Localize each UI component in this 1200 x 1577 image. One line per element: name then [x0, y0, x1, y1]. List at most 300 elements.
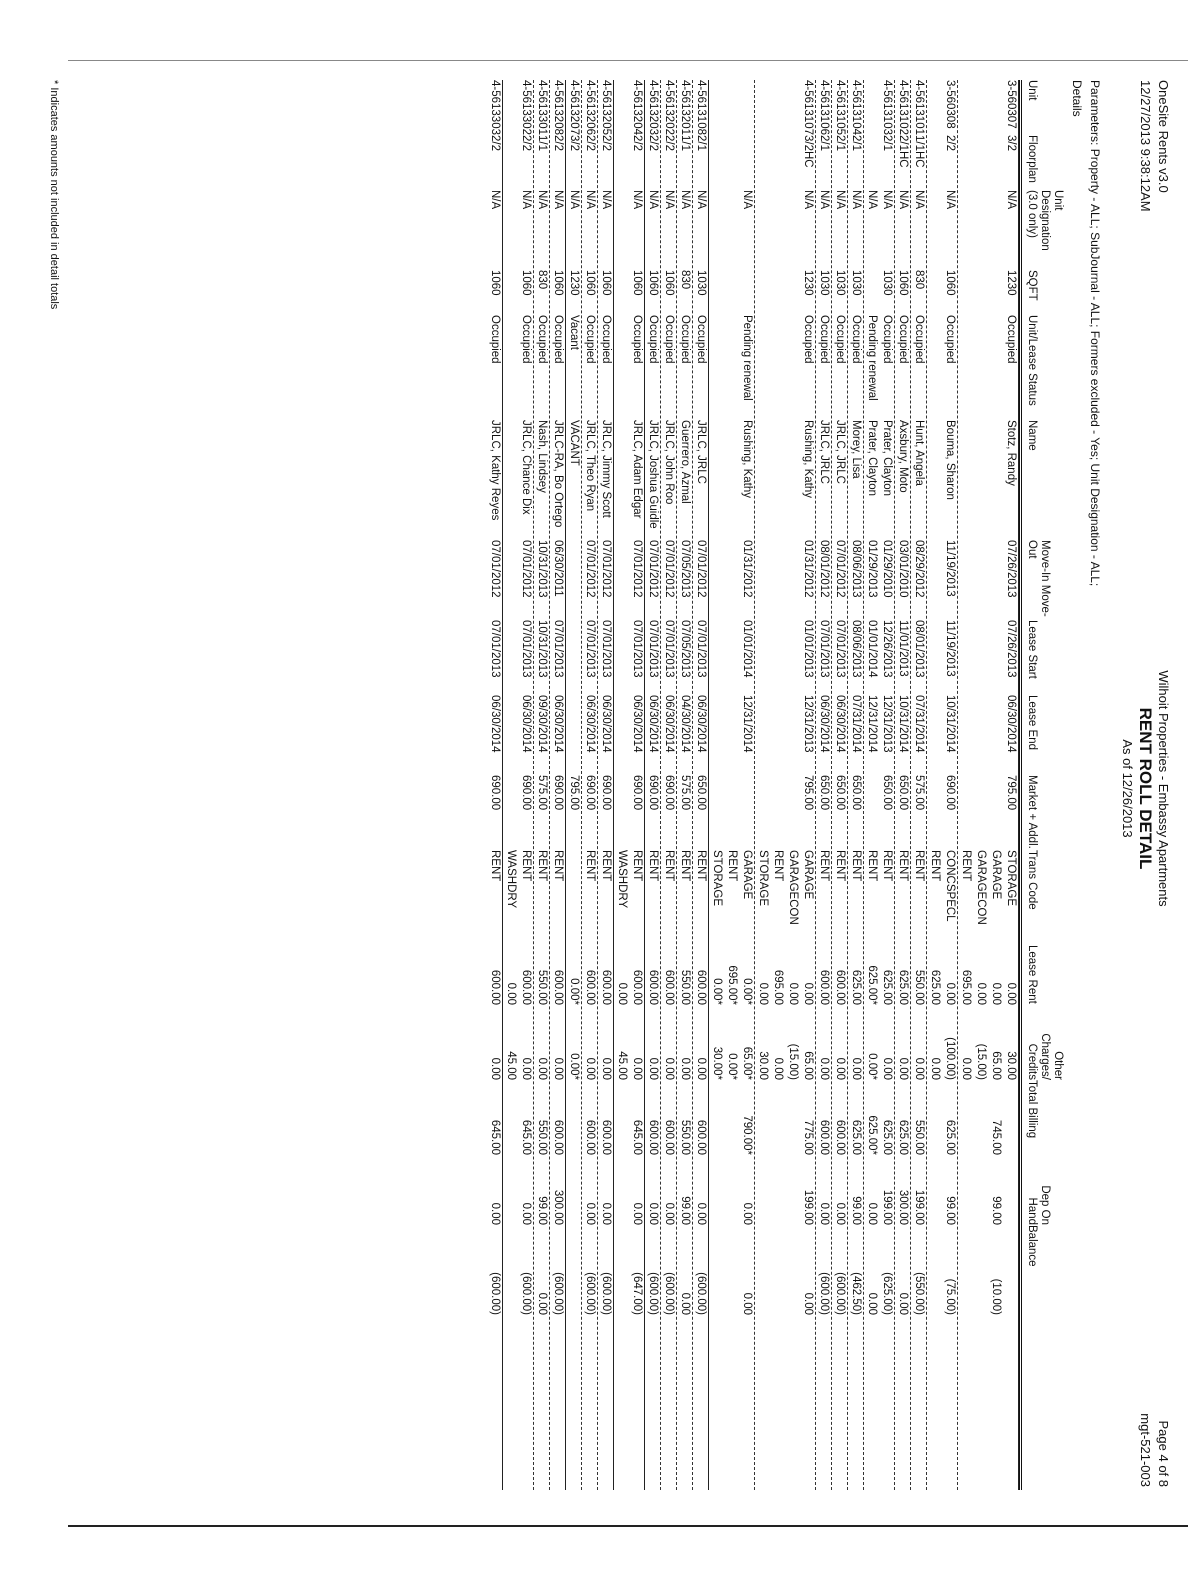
cell-lend [927, 695, 942, 775]
cell-bal: (462.50) [850, 1272, 862, 1315]
cell-rent: 625.00 [881, 969, 893, 1005]
cell-sqft: 1230 [802, 270, 814, 296]
cell-unit [927, 80, 942, 135]
cell-bal [566, 1225, 581, 1325]
table-row [661, 80, 677, 1490]
cell-bal: (600.00) [834, 1272, 846, 1315]
cell-sqft: 830 [536, 270, 548, 290]
cell-movein: 07/01/2012 [600, 540, 612, 598]
cell-desig [755, 190, 770, 270]
parameters-line: Parameters: Property - ALL; SubJournal - ALL; Formers excluded - Yes; Unit Designation - ALL; [1088, 80, 1102, 587]
cell-movein: 01/31/2012 [802, 540, 814, 598]
cell-total [770, 1080, 785, 1155]
cell-lstart [724, 620, 739, 695]
cell-unit: 4-5613301 [536, 80, 548, 135]
cell-dep: 99.00 [850, 1196, 862, 1225]
cell-trans: RENT [913, 850, 925, 882]
cell-unit: 4-5613302 [520, 80, 532, 135]
cell-market: 795.00 [802, 775, 814, 811]
cell-dep: 0.00 [489, 1202, 501, 1225]
cell-movein [566, 540, 581, 620]
cell-name: JRLC-RA, Bo Ortego [552, 420, 564, 528]
cell-sqft [724, 270, 739, 315]
cell-bal [770, 1225, 785, 1325]
cell-other: 0.00 [850, 1057, 862, 1080]
table-row [550, 80, 566, 1490]
cell-movein [614, 540, 629, 620]
cell-name: JRLC, JRLC [695, 420, 707, 484]
cell-total: 600.00 [552, 1119, 564, 1155]
cell-rent: 600.00 [647, 969, 659, 1005]
cell-floor [503, 135, 518, 190]
cell-lend [503, 695, 518, 775]
cell-dep: 0.00 [663, 1202, 675, 1225]
column-header-rent: Lease Rent [1026, 945, 1038, 1004]
cell-lend: 10/31/2014 [944, 695, 956, 753]
cell-desig: N/A [850, 190, 862, 210]
cell-name: JRLC, JRLC [834, 420, 846, 484]
cell-movein [785, 540, 800, 620]
table-row [864, 80, 879, 1490]
cell-market [988, 775, 1003, 850]
table-row [816, 80, 832, 1490]
table-row [895, 80, 911, 1490]
cell-floor: 2/2 [631, 135, 643, 151]
cell-desig: N/A [818, 190, 830, 210]
cell-lend: 12/31/2013 [881, 695, 893, 753]
cell-total [755, 1080, 770, 1155]
cell-floor [927, 135, 942, 190]
cell-floor [864, 135, 879, 190]
cell-desig: N/A [679, 190, 691, 210]
cell-bal: (625.00) [881, 1272, 893, 1315]
cell-unit: 3-560308 [944, 80, 956, 129]
cell-status: Occupied [834, 315, 846, 364]
cell-floor: 2/2 [584, 135, 596, 151]
cell-sqft: 1230 [1005, 270, 1017, 296]
cell-other: 0.00 [772, 1057, 784, 1080]
cell-unit [709, 80, 724, 135]
cell-movein [755, 540, 770, 620]
cell-status: Pending renewal [741, 315, 753, 401]
cell-name: Hunt, Angela [913, 420, 925, 486]
cell-rent: 0.00 [505, 982, 517, 1005]
cell-rent: 0.00 [990, 982, 1002, 1005]
cell-status: Occupied [489, 315, 501, 364]
cell-unit [973, 80, 988, 135]
cell-dep: 0.00 [600, 1202, 612, 1225]
cell-desig: N/A [536, 190, 548, 210]
cell-other: 45.00 [505, 1051, 517, 1080]
cell-name [770, 420, 785, 540]
cell-lend: 12/31/2014 [741, 695, 753, 753]
cell-desig: N/A [913, 190, 925, 210]
cell-market: 690.00 [520, 775, 532, 811]
cell-movein [770, 540, 785, 620]
cell-status: Occupied [802, 315, 814, 364]
cell-name: Bouma, Sharon [944, 420, 956, 500]
cell-sqft: 1030 [818, 270, 830, 296]
cell-lstart [958, 620, 973, 695]
cell-dep [755, 1155, 770, 1225]
cell-bal: (550.00) [913, 1272, 925, 1315]
cell-desig: N/A [802, 190, 814, 210]
cell-trans: RENT [897, 850, 909, 882]
cell-desig: N/A [834, 190, 846, 210]
column-header-lend: Lease End [1026, 695, 1038, 750]
cell-market: 575.00 [679, 775, 691, 811]
cell-dep: 99.00 [679, 1196, 691, 1225]
cell-market: 650.00 [834, 775, 846, 811]
cell-other: 0.00 [647, 1057, 659, 1080]
cell-lstart [785, 620, 800, 695]
cell-bal: (600.00) [663, 1272, 675, 1315]
cell-name: JRLC, JRLC [818, 420, 830, 484]
cell-lstart [614, 620, 629, 695]
cell-sqft [988, 270, 1003, 315]
cell-other: 0.00 [520, 1057, 532, 1080]
cell-other: (15.00) [787, 1043, 799, 1080]
cell-total [709, 1080, 724, 1155]
cell-total: 600.00 [834, 1119, 846, 1155]
cell-dep: 99.00 [990, 1196, 1002, 1225]
cell-market: 690.00 [647, 775, 659, 811]
cell-other: 0.00* [866, 1053, 878, 1080]
cell-other: 0.00 [929, 1057, 941, 1080]
cell-floor: 1/1HC [913, 135, 925, 168]
table-row [582, 80, 598, 1490]
cell-bal [958, 1225, 973, 1325]
column-header-name: Name [1026, 420, 1038, 451]
column-header-unit: Unit [1026, 80, 1038, 101]
cell-rent: 0.00 [975, 982, 987, 1005]
cell-lstart: 07/01/2013 [663, 620, 675, 678]
cell-unit [864, 80, 879, 135]
cell-lstart [503, 620, 518, 695]
cell-other: 65.00 [802, 1051, 814, 1080]
cell-desig: N/A [741, 190, 753, 210]
cell-sqft [973, 270, 988, 315]
cell-movein: 01/29/2013 [866, 540, 878, 598]
cell-floor [739, 135, 754, 190]
cell-lend: 06/30/2014 [663, 695, 675, 753]
cell-unit: 4-5613201 [679, 80, 691, 135]
cell-lstart [566, 620, 581, 695]
cell-market: 650.00 [818, 775, 830, 811]
cell-bal: 0.00 [679, 1292, 691, 1315]
cell-lstart: 07/01/2013 [584, 620, 596, 678]
cell-status: Occupied [679, 315, 691, 364]
cell-other: 0.00 [834, 1057, 846, 1080]
cell-name [503, 420, 518, 540]
column-header-desig: Unit Designation (3.0 only) [1026, 190, 1064, 251]
cell-dep: 199.00 [881, 1189, 893, 1225]
cell-lend [709, 695, 724, 775]
cell-desig [614, 190, 629, 270]
cell-desig [958, 190, 973, 270]
cell-movein: 07/01/2012 [631, 540, 643, 598]
cell-movein [927, 540, 942, 620]
cell-sqft [864, 270, 879, 315]
cell-unit: 4-5613103 [881, 80, 893, 135]
cell-trans: CONCSPECL [944, 850, 956, 922]
cell-dep: 0.00 [584, 1202, 596, 1225]
cell-rent: 550.00 [913, 969, 925, 1005]
cell-name [614, 420, 629, 540]
table-row [848, 80, 864, 1490]
cell-movein [709, 540, 724, 620]
cell-bal: (600.00) [584, 1272, 596, 1315]
cell-unit: 4-5613303 [489, 80, 501, 135]
cell-trans: RENT [536, 850, 548, 882]
cell-movein: 07/01/2012 [663, 540, 675, 598]
cell-status [709, 315, 724, 420]
cell-status [724, 315, 739, 420]
cell-bal: 0.00 [536, 1292, 548, 1315]
cell-dep: 0.00 [695, 1202, 707, 1225]
cell-unit: 4-5613203 [647, 80, 659, 135]
cell-sqft: 1060 [944, 270, 956, 296]
cell-bal [973, 1225, 988, 1325]
cell-total [785, 1080, 800, 1155]
cell-other: 0.00 [584, 1057, 596, 1080]
cell-market [864, 775, 879, 850]
cell-bal: 0.00 [802, 1292, 814, 1315]
column-header-sqft: SQFT [1026, 270, 1038, 301]
cell-unit: 4-5613204 [631, 80, 643, 135]
cell-other: 65.00* [741, 1046, 753, 1080]
cell-trans [566, 850, 581, 945]
cell-rent: 625.00 [850, 969, 862, 1005]
cell-unit: 4-5613208 [552, 80, 564, 135]
cell-total: 745.00 [990, 1119, 1002, 1155]
cell-rent: 0.00 [787, 982, 799, 1005]
table-row [927, 80, 942, 1490]
cell-status: Occupied [818, 315, 830, 364]
cell-status [614, 315, 629, 420]
cell-sqft: 1030 [834, 270, 846, 296]
cell-dep [927, 1155, 942, 1225]
table-row [614, 80, 629, 1490]
cell-name: JRLC, Joshua Guidle [647, 420, 659, 529]
cell-other: 65.00 [990, 1051, 1002, 1080]
cell-sqft: 1030 [881, 270, 893, 296]
cell-dep: 0.00 [834, 1202, 846, 1225]
cell-market: 575.00 [913, 775, 925, 811]
cell-status [785, 315, 800, 420]
cell-market: 690.00 [489, 775, 501, 811]
cell-name: JRLC, Theo Ryan [584, 420, 596, 512]
cell-rent: 550.00 [536, 969, 548, 1005]
cell-lend [770, 695, 785, 775]
cell-trans: RENT [584, 850, 596, 882]
cell-unit [770, 80, 785, 135]
column-header-floor: Floorplan [1026, 135, 1038, 183]
cell-lend: 09/30/2014 [536, 695, 548, 753]
cell-other: 0.00 [663, 1057, 675, 1080]
cell-floor: 2/2 [520, 135, 532, 151]
cell-total [614, 1080, 629, 1155]
column-header-market: Market + Addl. [1026, 775, 1038, 849]
cell-market [724, 775, 739, 850]
cell-lstart: 01/01/2014 [866, 620, 878, 678]
cell-total [1003, 1080, 1018, 1155]
cell-dep: 0.00 [866, 1202, 878, 1225]
cell-rent: 600.00 [600, 969, 612, 1005]
cell-floor [988, 135, 1003, 190]
cell-rent: 600.00 [584, 969, 596, 1005]
cell-sqft [755, 270, 770, 315]
cell-movein [724, 540, 739, 620]
table-row [629, 80, 645, 1490]
cell-sqft: 830 [679, 270, 691, 290]
cell-unit: 4-5613101 [913, 80, 925, 135]
rent-roll-table [487, 80, 1064, 1490]
cell-lend: 06/30/2014 [584, 695, 596, 753]
cell-unit: 4-5613205 [600, 80, 612, 135]
cell-name [724, 420, 739, 540]
cell-name: JRLC, Kathy Reyes [489, 420, 501, 521]
cell-other: (100.00) [944, 1037, 956, 1080]
cell-floor: 3/2 [1005, 135, 1017, 151]
cell-total [724, 1080, 739, 1155]
header-center [1118, 0, 1172, 1577]
cell-total: 600.00 [584, 1119, 596, 1155]
table-row [800, 80, 816, 1490]
cell-rent: 0.00 [616, 982, 628, 1005]
cell-desig: N/A [584, 190, 596, 210]
column-header-bal: Balance [1026, 1225, 1038, 1267]
cell-movein: 11/19/2013 [944, 540, 956, 597]
cell-rent: 695.00 [960, 969, 972, 1005]
report-datetime: 12/27/2013 9:38:12AM [1138, 80, 1153, 212]
cell-desig [988, 190, 1003, 270]
cell-total: 625.00* [866, 1115, 878, 1155]
cell-bal: 0.00 [866, 1292, 878, 1315]
cell-market [958, 775, 973, 850]
cell-dep [503, 1155, 518, 1225]
cell-unit [988, 80, 1003, 135]
cell-name: Rushing, Kathy [741, 420, 753, 498]
cell-other: 0.00* [726, 1053, 738, 1080]
cell-other: 0.00 [600, 1057, 612, 1080]
cell-trans: WASHDRY [616, 850, 628, 909]
cell-market: 690.00 [600, 775, 612, 811]
cell-sqft: 830 [913, 270, 925, 290]
cell-desig: N/A [897, 190, 909, 210]
cell-total [927, 1080, 942, 1155]
cell-trans: RENT [647, 850, 659, 882]
cell-lstart [709, 620, 724, 695]
cell-status [503, 315, 518, 420]
cell-rent: 600.00 [489, 969, 501, 1005]
cell-desig: N/A [881, 190, 893, 210]
cell-bal: (600.00) [520, 1272, 532, 1315]
company-name: Wilhoit Properties - Embassy Apartments [1156, 670, 1171, 907]
cell-rent: 695.00* [726, 965, 738, 1005]
cell-desig [973, 190, 988, 270]
cell-floor: 1/1 [679, 135, 691, 151]
cell-unit [614, 80, 629, 135]
cell-lstart: 07/01/2013 [647, 620, 659, 678]
cell-unit [785, 80, 800, 135]
cell-movein [958, 540, 973, 620]
cell-rent: 0.00* [711, 978, 723, 1005]
cell-status [927, 315, 942, 420]
cell-lend [958, 695, 973, 775]
cell-movein [503, 540, 518, 620]
cell-floor: 3/2 [568, 135, 580, 151]
cell-name: Stotz, Randy [1005, 420, 1017, 486]
cell-movein: 07/26/2013 [1005, 540, 1017, 598]
cell-floor: 2/2 [489, 135, 501, 151]
cell-trans: RENT [600, 850, 612, 882]
cell-lend: 12/31/2013 [802, 695, 814, 753]
cell-market: 650.00 [850, 775, 862, 811]
cell-floor [973, 135, 988, 190]
cell-status [988, 315, 1003, 420]
cell-name: JRLC, John Roo [663, 420, 675, 505]
cell-sqft [770, 270, 785, 315]
cell-desig [503, 190, 518, 270]
table-row [645, 80, 661, 1490]
cell-unit [958, 80, 973, 135]
cell-lend: 06/30/2014 [818, 695, 830, 753]
cell-floor: 2/1HC [897, 135, 909, 168]
cell-status: Occupied [536, 315, 548, 364]
cell-unit: 4-5613108 [695, 80, 707, 135]
cell-total: 600.00 [600, 1119, 612, 1155]
cell-name [785, 420, 800, 540]
cell-trans: RENT [552, 850, 564, 882]
cell-unit: 4-5613202 [663, 80, 675, 135]
cell-dep: 99.00 [536, 1196, 548, 1225]
cell-lend: 06/30/2014 [552, 695, 564, 753]
cell-rent: 600.00 [631, 969, 643, 1005]
cell-lend: 06/30/2014 [489, 695, 501, 753]
cell-name [755, 420, 770, 540]
cell-sqft [927, 270, 942, 315]
cell-name: JRLC, Adam Edgar [631, 420, 643, 519]
cell-lstart: 07/01/2013 [834, 620, 846, 678]
cell-total: 600.00 [647, 1119, 659, 1155]
cell-sqft [503, 270, 518, 315]
cell-name: VACANT [568, 420, 580, 466]
cell-total: 600.00 [818, 1119, 830, 1155]
cell-other: 0.00 [913, 1057, 925, 1080]
cell-name [973, 420, 988, 540]
cell-lend [566, 695, 581, 775]
table-row [739, 80, 755, 1490]
cell-desig: N/A [489, 190, 501, 210]
cell-lstart [973, 620, 988, 695]
cell-sqft: 1060 [647, 270, 659, 296]
cell-movein: 07/05/2013 [679, 540, 691, 598]
table-row [487, 80, 503, 1490]
cell-lend: 07/31/2014 [850, 695, 862, 753]
cell-floor [709, 135, 724, 190]
cell-lstart: 08/01/2013 [913, 620, 925, 678]
cell-total [566, 1080, 581, 1155]
cell-rent: 0.00* [568, 978, 580, 1005]
report-title: RENT ROLL DETAIL [1136, 707, 1155, 870]
table-row [911, 80, 927, 1490]
cell-floor: 3/2HC [802, 135, 814, 168]
cell-lend: 06/30/2014 [520, 695, 532, 753]
cell-bal: (600.00) [695, 1272, 707, 1315]
cell-rent: 625.00 [897, 969, 909, 1005]
cell-other: 30.00 [1005, 1051, 1017, 1080]
